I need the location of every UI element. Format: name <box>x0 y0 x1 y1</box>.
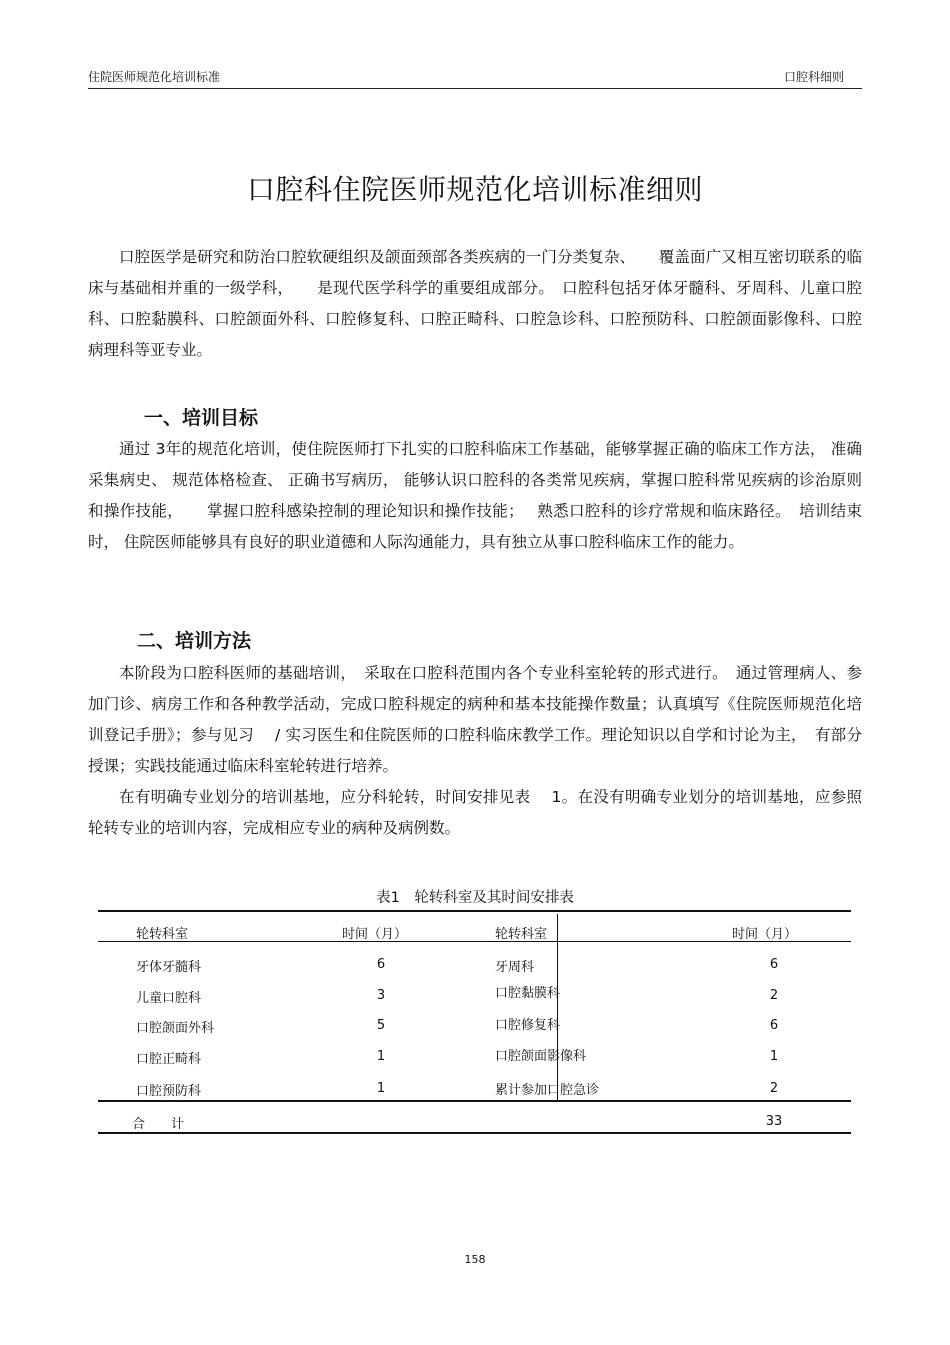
table-column-divider <box>557 914 558 1100</box>
document-title: 口腔科住院医师规范化培训标准细则 <box>246 173 703 206</box>
row-months-left: 6 <box>376 957 386 972</box>
row-months-right: 2 <box>769 1081 779 1096</box>
header-time-left: 时间（月） <box>342 927 408 942</box>
section-heading-methods: 二、培训方法 <box>137 630 252 652</box>
intro-paragraph: 口腔医学是研究和防治口腔软硬组织及颌面颈部各类疾病的一门分类复杂、 覆盖面广又相互密切联系的临床与基础相并重的一级学科， 是现代医学科学的重要组成部分。 口腔科包括牙体牙髓科、牙周科、儿童口腔科、口腔黏膜科、口腔颌面外科、口腔修复科、口腔正畸科、口腔急诊科、口腔预防科、口腔颌面影像科、口腔病理科等亚专业。 <box>88 248 862 359</box>
table-total-rule <box>98 1100 851 1102</box>
row-months-right: 6 <box>769 957 779 972</box>
row-dept-left: 儿童口腔科 <box>136 991 202 1006</box>
total-value: 33 <box>765 1114 783 1129</box>
header-dept-left: 轮转科室 <box>136 927 189 942</box>
rotation-table <box>98 910 851 1134</box>
row-dept-right: 口腔黏膜科 <box>495 986 561 1001</box>
row-dept-left: 牙体牙髓科 <box>136 960 202 975</box>
table-top-rule <box>98 910 851 912</box>
header-dept-right: 轮转科室 <box>495 927 548 942</box>
section-heading-goals: 一、培训目标 <box>144 407 259 429</box>
header-time-right: 时间（月） <box>732 927 798 942</box>
rotation-paragraph: 在有明确专业划分的培训基地，应分科轮转，时间安排见表 1。在没有明确专业划分的培训基地，应参照轮转专业的培训内容，完成相应专业的病种及病例数。 <box>88 788 862 837</box>
row-months-left: 1 <box>376 1081 386 1096</box>
row-dept-left: 口腔预防科 <box>136 1084 202 1099</box>
row-dept-right: 累计参加口腔急诊 <box>495 1083 600 1098</box>
row-months-left: 5 <box>376 1018 386 1033</box>
total-label: 合 计 <box>132 1117 185 1132</box>
goals-paragraph: 通过 3年的规范化培训，使住院医师打下扎实的口腔科临床工作基础，能够掌握正确的临床工作方法， 准确采集病史、 规范体格检查、 正确书写病历， 能够认识口腔科的各类常见疾病，掌握口腔科常见疾病的诊治原则和操作技能， 掌握口腔科感染控制的理论知识和操作技能； 熟悉口腔科的诊疗常规和临床路径。 培训结束时， 住院医师能够具有良好的职业道德和人际沟通能力，具有独立从事口腔科临床工作的能力。 <box>88 440 862 551</box>
row-months-right: 6 <box>769 1018 779 1033</box>
header-left-text: 住院医师规范化培训标准 <box>88 70 221 84</box>
table-caption: 表1 轮转科室及其时间安排表 <box>376 890 574 906</box>
header-right-text: 口腔科细则 <box>783 70 844 84</box>
row-dept-right: 牙周科 <box>495 960 535 975</box>
methods-paragraph: 本阶段为口腔科医师的基础培训， 采取在口腔科范围内各个专业科室轮转的形式进行。 通过管理病人、参加门诊、病房工作和各种教学活动，完成口腔科规定的病种和基本技能操作数量；认真填写《住院医师规范化培训登记手册》；参与见习 / 实习医生和住院医师的口腔科临床教学工作。理论知识以自学和讨论为主， 有部分授课；实践技能通过临床科室轮转进行培养。 <box>88 664 862 775</box>
row-dept-right: 口腔颌面影像科 <box>495 1049 587 1064</box>
row-months-left: 1 <box>376 1049 386 1064</box>
row-months-right: 2 <box>769 988 779 1003</box>
row-months-right: 1 <box>769 1049 779 1064</box>
row-months-left: 3 <box>376 988 386 1003</box>
page-number: 158 <box>464 1253 486 1266</box>
row-dept-left: 口腔正畸科 <box>136 1052 202 1067</box>
row-dept-right: 口腔修复科 <box>495 1018 561 1033</box>
running-header <box>88 66 862 89</box>
row-dept-left: 口腔颌面外科 <box>136 1021 215 1036</box>
table-bottom-rule <box>98 1132 851 1134</box>
